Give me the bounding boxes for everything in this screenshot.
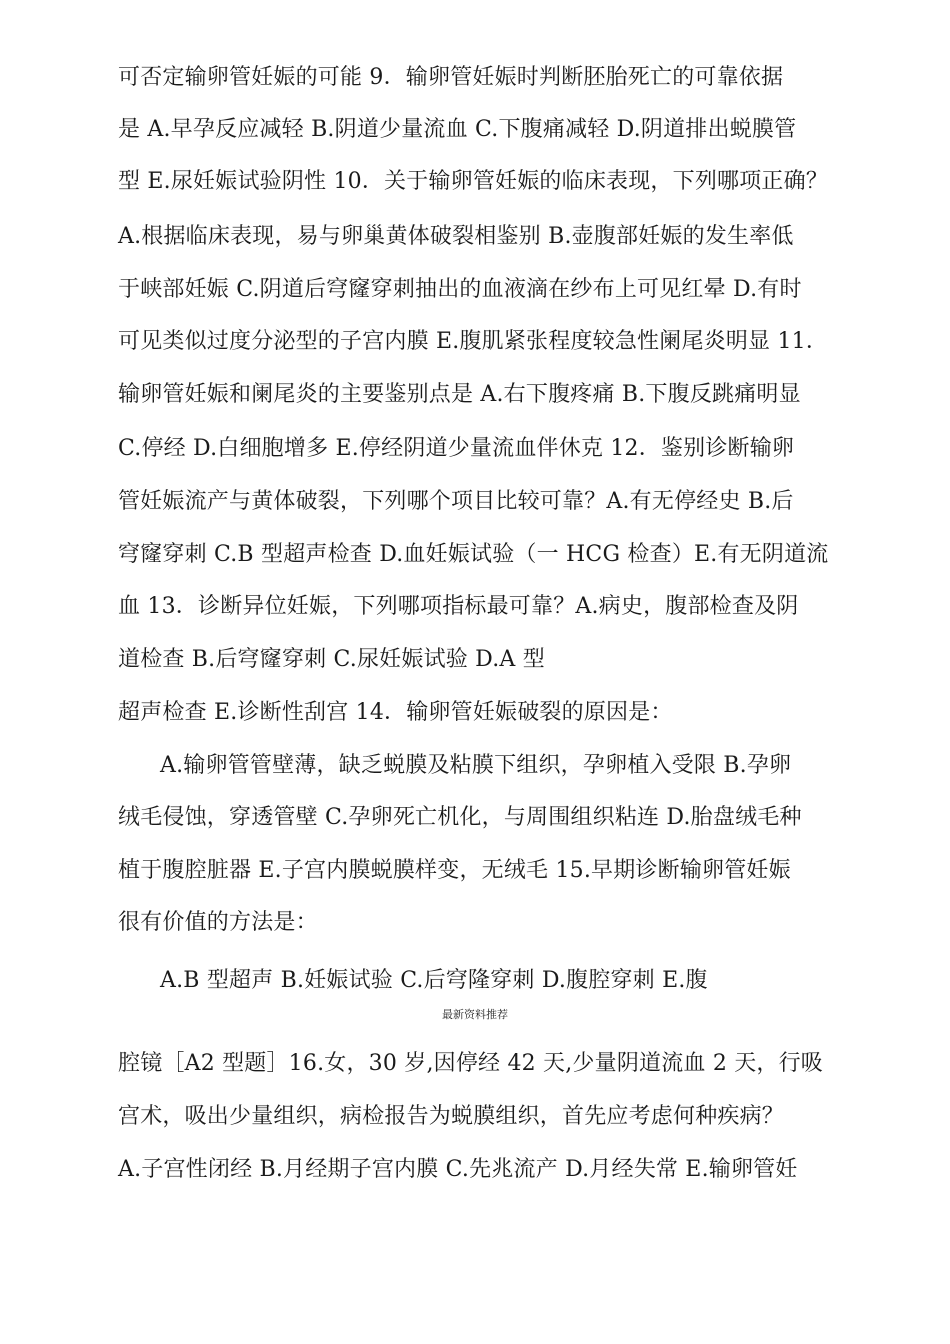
text-line-1: 可否定输卵管妊娠的可能 9．输卵管妊娠时判断胚胎死亡的可靠依据 (118, 65, 784, 90)
text-line-2: 是 A.早孕反应减轻 B.阴道少量流血 C.下腹痛减轻 D.阴道排出蜕膜管 (118, 117, 797, 142)
text-line-18: A.B 型超声 B.妊娠试验 C.后穹隆穿刺 D.腹腔穿刺 E.腹 (160, 968, 708, 993)
text-line-6: 可见类似过度分泌型的子宫内膜 E.腹肌紧张程度较急性阑尾炎明显 11． (118, 329, 829, 354)
text-line-8: C.停经 D.白细胞增多 E.停经阴道少量流血伴休克 12．鉴别诊断输卵 (118, 436, 795, 461)
text-line-20: 宫术，吸出少量组织，病检报告为蜕膜组织，首先应考虑何种疾病？ (118, 1104, 785, 1129)
text-line-7: 输卵管妊娠和阑尾炎的主要鉴别点是 A.右下腹疼痛 B.下腹反跳痛明显 (118, 382, 801, 407)
text-line-9: 管妊娠流产与黄体破裂，下列哪个项目比较可靠？A.有无停经史 B.后 (118, 489, 794, 514)
text-line-10: 穹窿穿刺 C.B 型超声检查 D.血妊娠试验（一 HCG 检查）E.有无阴道流 (118, 542, 829, 567)
text-line-12: 道检查 B.后穹窿穿刺 C.尿妊娠试验 D.A 型 (118, 647, 545, 672)
text-line-3: 型 E.尿妊娠试验阴性 10．关于输卵管妊娠的临床表现，下列哪项正确？ (118, 169, 829, 194)
text-line-11: 血 13．诊断异位妊娠，下列哪项指标最可靠？A.病史，腹部检查及阴 (118, 594, 799, 619)
text-line-5: 于峡部妊娠 C.阴道后穹窿穿刺抽出的血液滴在纱布上可见红晕 D.有时 (118, 277, 802, 302)
text-line-13: 超声检查 E.诊断性刮宫 14．输卵管妊娠破裂的原因是： (118, 700, 673, 725)
footer-note: 最新资料推荐 (442, 1008, 508, 1021)
text-line-17: 很有价值的方法是： (118, 910, 318, 935)
text-line-15: 绒毛侵蚀，穿透管壁 C.孕卵死亡机化，与周围组织粘连 D.胎盘绒毛种 (118, 805, 802, 830)
text-line-4: A.根据临床表现，易与卵巢黄体破裂相鉴别 B.壶腹部妊娠的发生率低 (118, 224, 794, 249)
text-line-14: A.输卵管管壁薄，缺乏蜕膜及粘膜下组织，孕卵植入受限 B.孕卵 (160, 753, 792, 778)
text-line-21: A.子宫性闭经 B.月经期子宫内膜 C.先兆流产 D.月经失常 E.输卵管妊 (118, 1157, 798, 1182)
text-line-16: 植于腹腔脏器 E.子宫内膜蜕膜样变，无绒毛 15.早期诊断输卵管妊娠 (118, 858, 791, 883)
text-line-19: 腔镜［A2 型题］16.女，30 岁,因停经 42 天,少量阴道流血 2 天，行吸 (118, 1051, 824, 1076)
